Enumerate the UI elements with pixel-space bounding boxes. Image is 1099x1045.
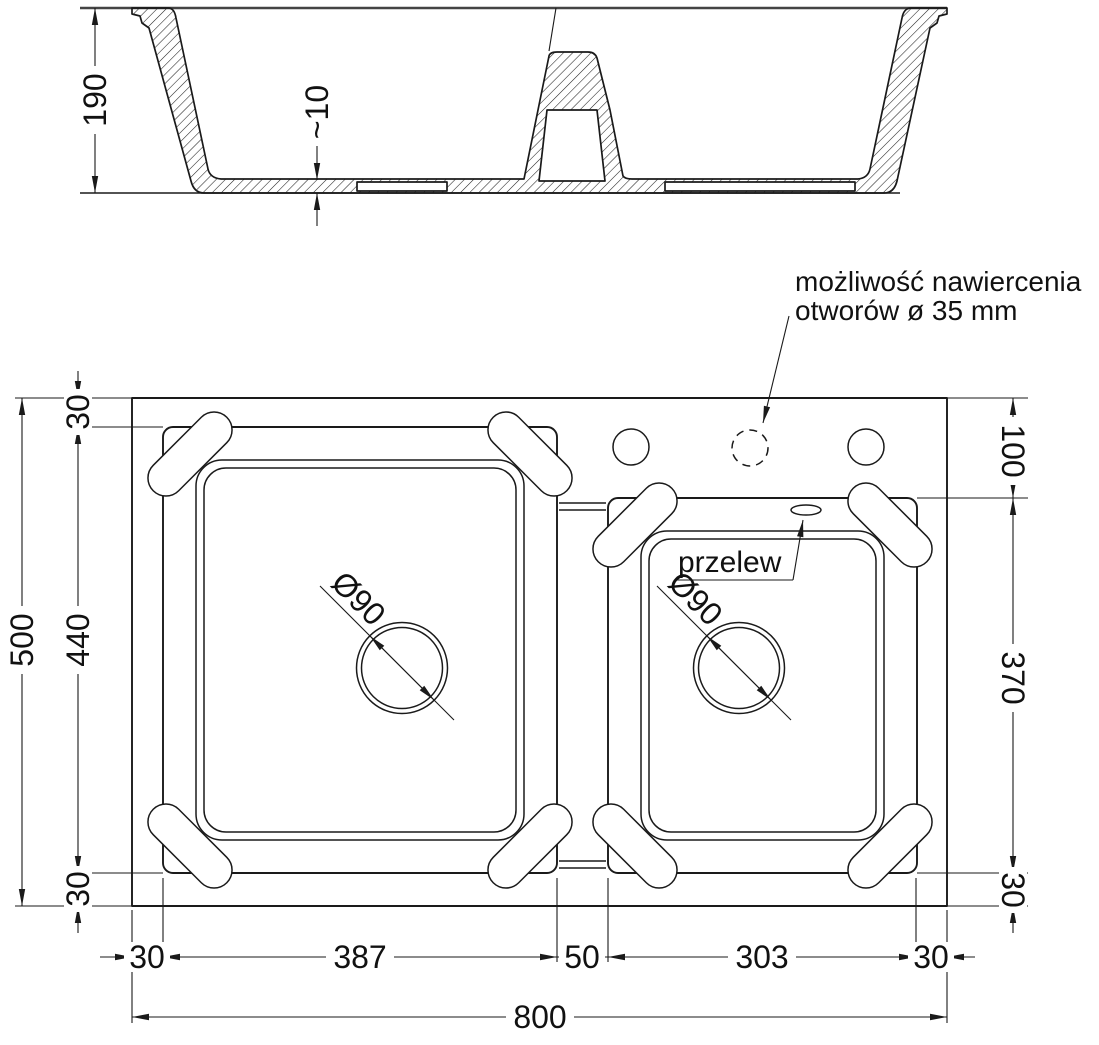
drill-note [763, 266, 1082, 423]
right-bowl-corner-chamfer-tl [586, 476, 685, 575]
bottom-right-margin-label: 30 [913, 939, 949, 975]
faucet-holes [613, 429, 884, 466]
right-bowl-corner-chamfer-bl [586, 797, 685, 896]
overflow-leader [793, 520, 803, 580]
bottom-left-margin-label: 30 [129, 939, 165, 975]
right-bowl [586, 476, 940, 896]
section-depth-label: 190 [77, 73, 113, 127]
right-dimensions [917, 398, 1031, 933]
left-bowl-corner-chamfer-bl [141, 797, 240, 896]
deck-depth-label: 100 [995, 424, 1031, 478]
total-depth-label: 500 [4, 613, 40, 667]
faucet-hole-left [613, 429, 649, 465]
faucet-hole-right [848, 429, 884, 465]
cross-section-view [77, 8, 947, 226]
section-floor-thickness-label: ~10 [299, 84, 335, 140]
left-bowl-corner-chamfer-tr [481, 405, 580, 504]
left-bowl-corner-chamfer-br [481, 797, 580, 896]
section-material [132, 8, 947, 193]
faucet-hole-optional-dashed [732, 430, 768, 466]
section-dim-190 [77, 8, 113, 193]
section-dim-floor-thickness [299, 85, 335, 226]
right-bowl-corner-chamfer-br [841, 797, 940, 896]
left-dimensions [4, 371, 163, 933]
right-bowl-corner-chamfer-tr [841, 476, 940, 575]
right-bottom-margin-label: 30 [995, 872, 1031, 908]
total-width-label: 800 [513, 999, 567, 1035]
left-drain-label: Ø90 [324, 564, 393, 633]
left-bottom-margin-label: 30 [60, 871, 96, 907]
overflow-slot [791, 505, 821, 515]
left-bowl-width-label: 387 [333, 939, 387, 975]
left-bowl-depth-label: 440 [60, 613, 96, 667]
top-view [4, 266, 1082, 1035]
overflow [676, 505, 821, 580]
left-bowl [141, 405, 580, 896]
right-bowl-depth-label: 370 [995, 651, 1031, 705]
drill-note-leader [763, 316, 789, 423]
overflow-label: przelew [678, 546, 782, 579]
drill-note-line1: możliwość nawiercenia [795, 266, 1082, 297]
divider-width-label: 50 [564, 939, 600, 975]
section-divider-projection-line [549, 8, 556, 51]
left-bowl-corner-chamfer-tl [141, 405, 240, 504]
right-drain-label: Ø90 [661, 564, 730, 633]
right-bowl-width-label: 303 [735, 939, 789, 975]
left-top-margin-label: 30 [60, 394, 96, 430]
bottom-dimensions [100, 878, 975, 1035]
drill-note-line2: otworów ø 35 mm [795, 295, 1018, 326]
